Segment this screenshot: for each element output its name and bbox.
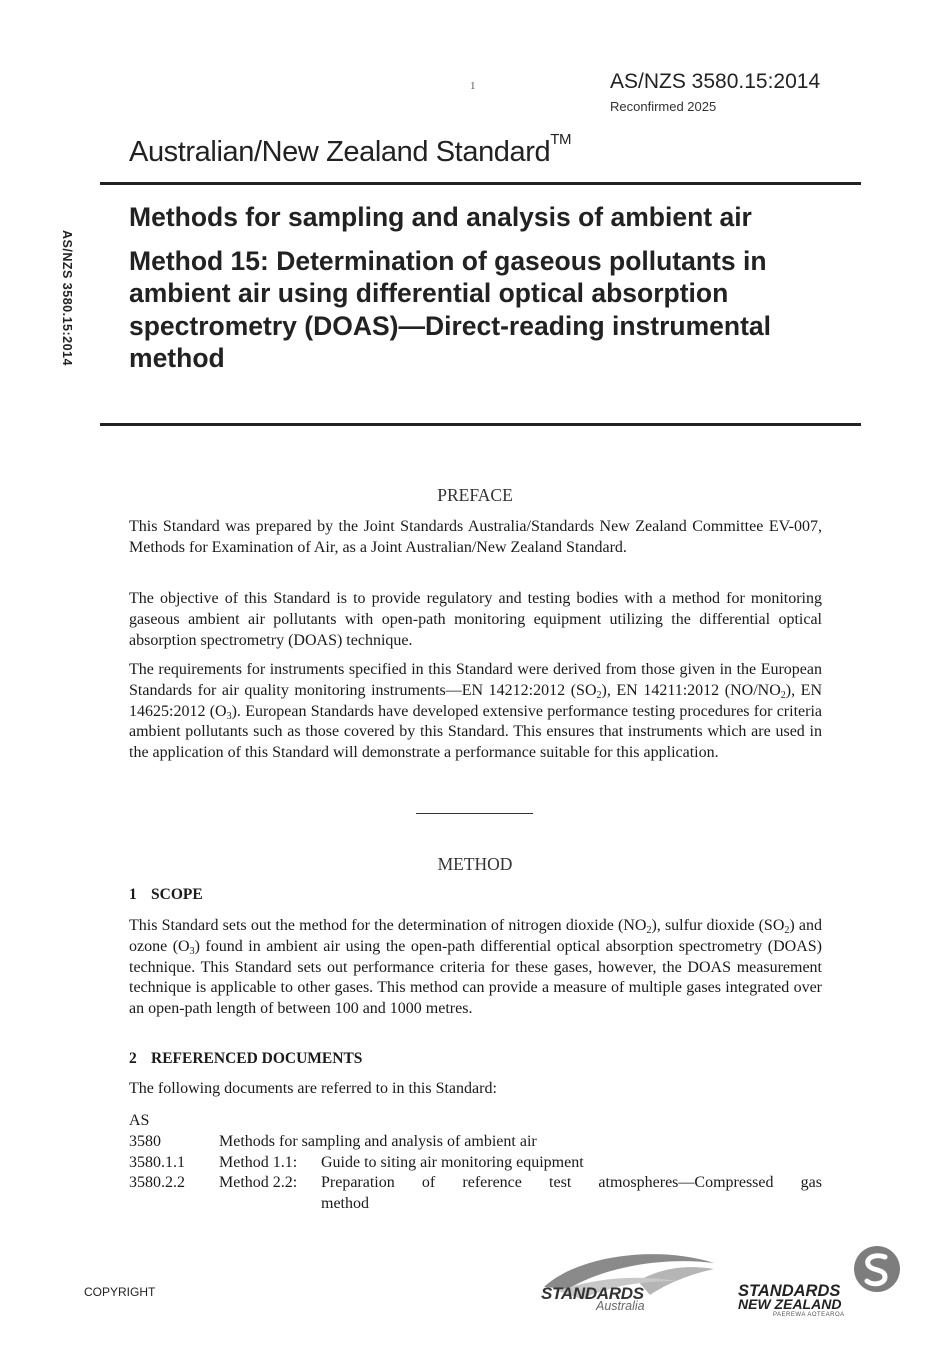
side-standard-code-text: AS/NZS 3580.15:2014 [60,230,74,366]
preface-paragraph-2-text: The objective of this Standard is to provide regulatory and testing bodies with a method for monitoring gaseous ambient air pollutants with open-path monitoring equipment utilizing the differential optical absorption spectrometry (DOAS) technique. [129,590,822,649]
scope-heading [129,886,203,904]
preface-p3-part-a: The requirements for instruments specified in this Standard were derived from those given in the European Standards for air quality monitoring instruments—EN 14212:2012 (SO [129,661,822,699]
standards-australia-name: STANDARDS [541,1284,644,1303]
standards-nz-name-line-2: NEW ZEALAND [738,1296,842,1312]
preface-heading: PREFACE [437,485,513,505]
title-line-2: Method 15: Determination of gaseous pollutants in ambient air using differential optical absorption spectrometry (DOAS)—Direct-reading instrumental method [129,245,772,373]
method-heading: METHOD [437,854,513,874]
doc-method: Method 1.1: [219,1153,298,1171]
doc-number: 3580.1.1 [129,1153,185,1171]
referenced-documents-heading [129,1050,362,1068]
standards-nz-emblem-icon [852,1244,902,1294]
title-line-1: Methods for sampling and analysis of ambient air [129,202,752,232]
standard-type-title [129,131,572,169]
doc-title-continuation: method [321,1195,369,1213]
scope-part-a: This Standard sets out the method for the determination of nitrogen dioxide (NO [129,917,647,934]
title-bottom-rule [100,423,861,426]
standards-nz-name-line-1: STANDARDS [738,1282,841,1300]
scope-part-d: ) found in ambient air using the open-path differential optical absorption spectrometry (DOAS) technique. This Standard sets out performance criteria for these gases, however, the DOAS measurement technique is applicable to other gases. This method can provide a measure of multiple gases integrated over an open-path length of between 100 and 1000 metres. [129,937,822,1018]
preface-paragraph-1-text: This Standard was prepared by the Joint Standards Australia/Standards New Zealand Committee EV-007, Methods for Examination of Air, as a Joint Australian/New Zealand Standard. [129,518,822,556]
standards-australia-sub: Australia [596,1299,645,1313]
section-separator [416,813,533,814]
reconfirmed-note: Reconfirmed 2025 [610,99,717,114]
scope-title: SCOPE [151,886,203,903]
subscript: 2 [780,689,786,701]
standards-nz-sub: PAEREWA AOTEAROA [773,1312,845,1318]
refdoc-number: 2 [129,1050,137,1067]
document-title [129,201,829,375]
doc-title: Preparation of reference test atmospheres—Compressed gas [321,1174,822,1192]
subscript: 2 [646,925,652,936]
copyright-label: COPYRIGHT [84,1285,156,1299]
standard-type-text: Australian/New Zealand Standard [129,136,551,168]
trademark-mark: TM [550,131,572,149]
refdoc-title: REFERENCED DOCUMENTS [151,1050,363,1067]
list-item [129,1132,822,1153]
list-item [129,1173,822,1194]
side-standard-code [60,230,96,390]
list-item [129,1153,822,1174]
referenced-documents-intro: The following documents are referred to in this Standard: [129,1080,497,1097]
preface-paragraph-2 [129,589,822,651]
preface-p3-part-b: ), EN 14211:2012 (NO/NO [601,681,781,699]
standard-code: AS/NZS 3580.15:2014 [610,70,821,93]
doc-method: Method 2.2: [219,1174,298,1192]
scope-paragraph [129,916,822,1020]
scope-part-c: ) and ozone (O [129,917,822,955]
preface-paragraph-1 [129,517,822,559]
referenced-documents-list [129,1111,822,1215]
subscript: 3 [226,710,232,722]
scope-part-b: ), sulfur dioxide (SO [651,917,785,934]
preface-p3-part-c: ), EN 14625:2012 (O [129,681,823,720]
doc-number: 3580.2.2 [129,1174,185,1192]
preface-paragraph-3 [129,660,822,764]
preface-p3-part-d: ). European Standards have developed extensive performance testing procedures for criteria ambient pollutants such as those covered by this Standard. This ensures that instruments which are used in the application of this Standard will demonstrate a performance suitable for this application. [129,702,822,762]
subscript: 3 [189,945,195,957]
page-number: 1 [470,80,476,92]
doc-number: 3580 [129,1132,161,1150]
doc-title: Guide to siting air monitoring equipment [321,1153,584,1171]
doc-title: Methods for sampling and analysis of ambient air [219,1132,537,1150]
scope-number: 1 [129,886,137,903]
title-top-rule [100,182,861,185]
subscript: 2 [596,689,602,701]
doc-list-prefix: AS [129,1112,150,1129]
subscript: 2 [784,925,790,936]
